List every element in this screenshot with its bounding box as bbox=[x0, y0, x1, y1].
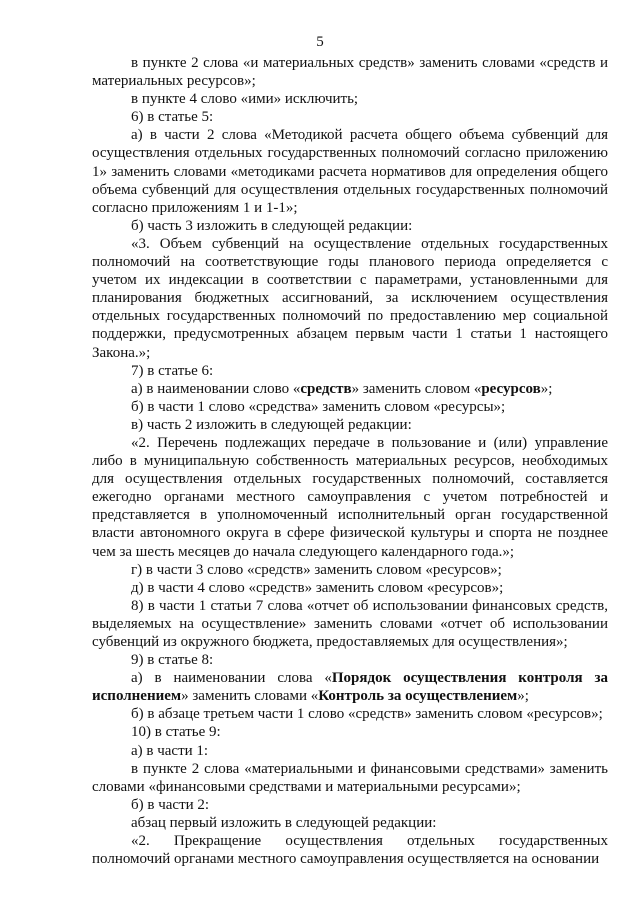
text-fragment: »; bbox=[517, 688, 529, 705]
paragraph: в пункте 4 слово «ими» исключить; bbox=[131, 91, 359, 108]
paragraph: «2. Перечень подлежащих передаче в пользование и (или) управление либо в муниципальную собственность материальных ресурсов, необходимых для осуществления отдельных государственных полномочий, составляется ежегодно органами местного самоуправления с учетом потребностей и представляется в уполномоченный исполнительный орган государственной власти автономного округа в сфере физической культуры и спорта не позднее чем за шесть месяцев до начала следующего календарного года.»; bbox=[92, 434, 608, 560]
text-fragment: » заменить словами « bbox=[181, 688, 319, 705]
text-fragment: »; bbox=[540, 380, 553, 397]
paragraph: в пункте 2 слова «материальными и финансовыми средствами» заменить словами «финансовыми средствами и материальными ресурсами»; bbox=[92, 760, 608, 795]
paragraph: 10) в статье 9: bbox=[131, 724, 221, 741]
paragraph: б) в части 1 слово «средства» заменить словом «ресурсы»; bbox=[131, 398, 506, 415]
paragraph: абзац первый изложить в следующей редакции: bbox=[131, 814, 437, 831]
paragraph: «2. Прекращение осуществления отдельных государственных полномочий органами местного самоуправления осуществляется на основании bbox=[92, 833, 608, 868]
paragraph: 7) в статье 6: bbox=[131, 362, 214, 379]
bold-text: Контроль за осуществлением bbox=[318, 688, 518, 705]
paragraph bbox=[92, 669, 608, 705]
bold-text: ресурсов bbox=[481, 380, 541, 397]
paragraph: б) часть 3 изложить в следующей редакции: bbox=[131, 217, 413, 234]
text-fragment: а) в наименовании слово « bbox=[131, 380, 301, 397]
paragraph: в пункте 2 слова «и материальных средств» заменить словами «средств и материальных ресурсов»; bbox=[92, 55, 608, 90]
bold-text: Порядок осуществления контроля за исполнением bbox=[92, 670, 608, 705]
paragraph: а) в части 2 слова «Методикой расчета общего объема субвенций для осуществления отдельных государственных полномочий согласно приложению 1» заменить словами «методиками расчета нормативов для определения общего объема субвенций для осуществления отдельных государственных полномочий согласно приложениям 1 и 1-1»; bbox=[92, 127, 608, 216]
bold-text: средств bbox=[300, 380, 352, 397]
paragraph: г) в части 3 слово «средств» заменить словом «ресурсов»; bbox=[131, 561, 502, 578]
paragraph bbox=[92, 380, 608, 398]
page-number: 5 bbox=[316, 34, 324, 50]
paragraph: д) в части 4 слово «средств» заменить словом «ресурсов»; bbox=[131, 579, 504, 596]
paragraph: б) в абзаце третьем части 1 слово «средств» заменить словом «ресурсов»; bbox=[131, 706, 603, 723]
paragraph: в) часть 2 изложить в следующей редакции: bbox=[131, 416, 412, 433]
paragraph: 8) в части 1 статьи 7 слова «отчет об использовании финансовых средств, выделяемых на осуществление» заменить словами «отчет об использовании субвенций из окружного бюджета, предоставляемых для осуществления»; bbox=[92, 597, 608, 650]
paragraph: «3. Объем субвенций на осуществление отдельных государственных полномочий на соответствующие годы планового периода определяется с учетом их индексации в соответствии с параметрами, установленными для планирования бюджетных ассигнований, за исключением осуществления отдельных государственных полномочий по предоставлению мер социальной поддержки, предусмотренных абзацем первым части 1 статьи 1 настоящего Закона.»; bbox=[92, 235, 608, 361]
text-fragment: а) в наименовании слова « bbox=[131, 670, 332, 687]
paragraph: 6) в статье 5: bbox=[131, 109, 214, 126]
paragraph: 9) в статье 8: bbox=[131, 652, 214, 669]
document-body bbox=[92, 54, 608, 868]
text-fragment: » заменить словом « bbox=[351, 380, 482, 397]
paragraph: а) в части 1: bbox=[131, 742, 209, 759]
paragraph: б) в части 2: bbox=[131, 796, 210, 813]
